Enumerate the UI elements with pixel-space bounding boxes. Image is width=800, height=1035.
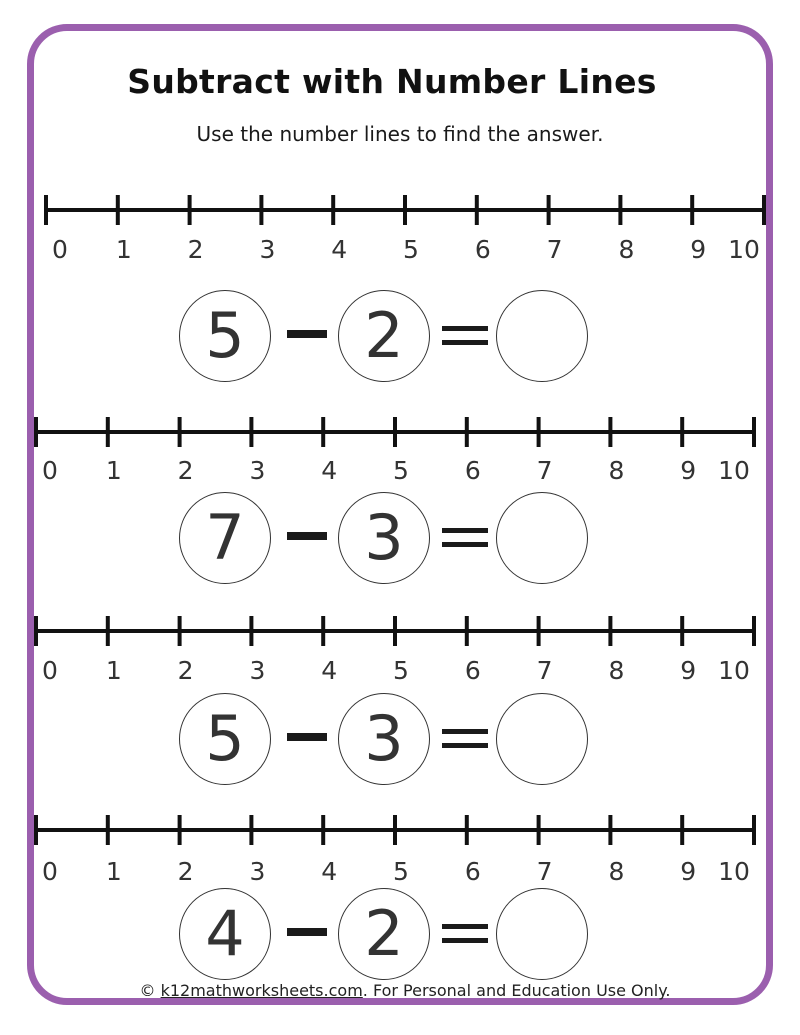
tick-label: 5 xyxy=(393,456,409,485)
page-title: Subtract with Number Lines xyxy=(127,62,657,101)
tick-label: 5 xyxy=(403,235,419,264)
answer-circle[interactable] xyxy=(496,693,588,785)
tick-label: 4 xyxy=(331,235,348,264)
tick-label: 8 xyxy=(608,656,625,685)
tick-label: 1 xyxy=(105,857,122,886)
tick-label: 10 xyxy=(718,857,750,886)
tick-label: 0 xyxy=(42,456,58,485)
tick-label: 5 xyxy=(393,656,409,685)
tick-label: 0 xyxy=(52,235,68,264)
answer-circle[interactable] xyxy=(496,290,588,382)
minus-sign xyxy=(287,733,327,741)
subtrahend-circle: 3 xyxy=(338,693,430,785)
tick-label: 9 xyxy=(680,656,697,685)
number-line xyxy=(0,190,800,270)
tick-label: 0 xyxy=(42,656,58,685)
subtrahend-circle: 2 xyxy=(338,888,430,980)
subtrahend-circle: 3 xyxy=(338,492,430,584)
answer-circle[interactable] xyxy=(496,888,588,980)
subtrahend-circle: 2 xyxy=(338,290,430,382)
problem-2 xyxy=(0,412,800,612)
number-line xyxy=(0,412,800,492)
minus-sign xyxy=(287,330,327,338)
tick-label: 10 xyxy=(728,235,760,264)
tick-label: 3 xyxy=(249,456,266,485)
tick-label: 1 xyxy=(105,656,122,685)
tick-label: 10 xyxy=(718,456,750,485)
tick-label: 0 xyxy=(42,857,58,886)
minus-sign xyxy=(287,532,327,540)
tick-label: 7 xyxy=(546,235,563,264)
site-link[interactable]: k12mathworksheets.com xyxy=(160,981,363,1000)
minuend-circle: 7 xyxy=(179,492,271,584)
minuend-circle: 4 xyxy=(179,888,271,980)
tick-label: 6 xyxy=(464,456,481,485)
copyright-symbol: © xyxy=(139,981,156,1000)
problem-1 xyxy=(0,190,800,390)
tick-label: 9 xyxy=(680,857,697,886)
equals-sign xyxy=(442,924,488,946)
equals-sign xyxy=(442,326,488,348)
tick-label: 8 xyxy=(618,235,635,264)
answer-circle[interactable] xyxy=(496,492,588,584)
tick-label: 6 xyxy=(464,857,481,886)
problem-4 xyxy=(0,810,800,1010)
number-line xyxy=(0,810,800,890)
tick-label: 2 xyxy=(187,235,204,264)
tick-label: 3 xyxy=(259,235,276,264)
problem-3 xyxy=(0,611,800,811)
tick-label: 6 xyxy=(464,656,481,685)
tick-label: 1 xyxy=(105,456,122,485)
instructions: Use the number lines to find the answer. xyxy=(196,122,604,146)
minus-sign xyxy=(287,928,327,936)
tick-label: 1 xyxy=(115,235,132,264)
equals-sign xyxy=(442,729,488,751)
usage-notice: . For Personal and Education Use Only. xyxy=(362,981,671,1000)
tick-label: 3 xyxy=(249,656,266,685)
tick-label: 9 xyxy=(680,456,697,485)
tick-label: 2 xyxy=(177,456,194,485)
tick-label: 8 xyxy=(608,456,625,485)
tick-label: 2 xyxy=(177,656,194,685)
tick-label: 5 xyxy=(393,857,409,886)
tick-label: 8 xyxy=(608,857,625,886)
footer xyxy=(0,981,800,1000)
tick-label: 6 xyxy=(474,235,491,264)
tick-label: 9 xyxy=(690,235,707,264)
tick-label: 7 xyxy=(536,456,553,485)
minuend-circle: 5 xyxy=(179,693,271,785)
tick-label: 7 xyxy=(536,656,553,685)
tick-label: 10 xyxy=(718,656,750,685)
tick-label: 4 xyxy=(321,857,338,886)
tick-label: 2 xyxy=(177,857,194,886)
equals-sign xyxy=(442,528,488,550)
tick-label: 4 xyxy=(321,656,338,685)
tick-label: 4 xyxy=(321,456,338,485)
tick-label: 3 xyxy=(249,857,266,886)
tick-label: 7 xyxy=(536,857,553,886)
minuend-circle: 5 xyxy=(179,290,271,382)
number-line xyxy=(0,611,800,691)
